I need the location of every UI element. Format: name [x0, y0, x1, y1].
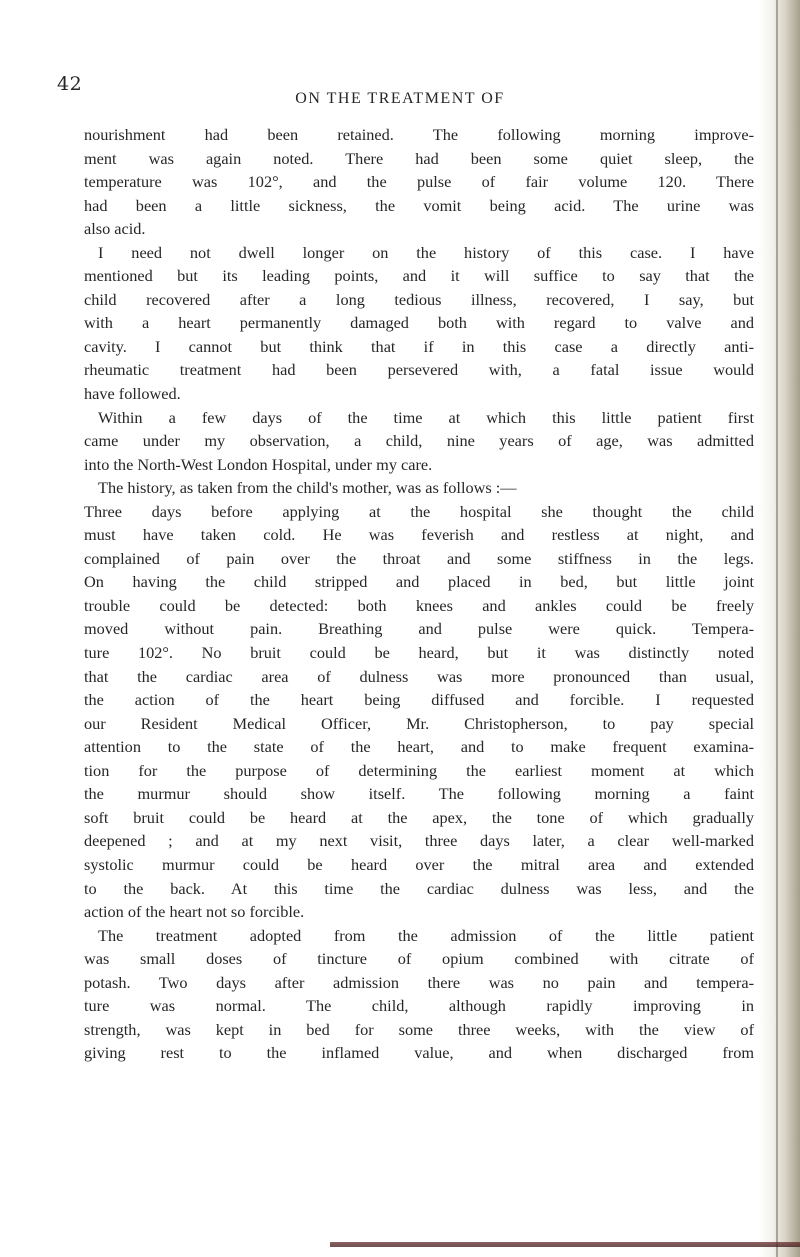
text-line: complained of pain over the throat and some stiffness in the legs.: [84, 548, 754, 568]
text-line: The history, as taken from the child's mother, was as follows :—: [98, 478, 517, 498]
text-line: our Resident Medical Officer, Mr. Christopherson, to pay special: [84, 713, 754, 733]
page-binding-line: [776, 0, 778, 1257]
body-text: [84, 123, 754, 1065]
text-line: ment was again noted. There had been some quiet sleep, the: [84, 148, 754, 168]
text-line: also acid.: [84, 219, 146, 239]
text-line: ture was normal. The child, although rapidly improving in: [84, 996, 754, 1016]
text-line: attention to the state of the heart, and to make frequent examina-: [84, 737, 754, 757]
text-line: giving rest to the inflamed value, and when discharged from: [84, 1043, 754, 1063]
text-line: systolic murmur could be heard over the mitral area and extended: [84, 854, 754, 874]
page-bottom-edge: [330, 1242, 800, 1247]
text-line: had been a little sickness, the vomit being acid. The urine was: [84, 195, 754, 215]
text-line: Within a few days of the time at which this little patient first: [98, 407, 754, 427]
text-line: that the cardiac area of dulness was more pronounced than usual,: [84, 666, 754, 686]
text-line: On having the child stripped and placed in bed, but little joint: [84, 572, 754, 592]
running-head: ON THE TREATMENT OF: [295, 90, 505, 107]
page-number: 42: [57, 73, 83, 95]
text-line: trouble could be detected: both knees and ankles could be freely: [84, 595, 754, 615]
text-line: moved without pain. Breathing and pulse were quick. Tempera-: [84, 619, 754, 639]
text-line: action of the heart not so forcible.: [84, 902, 305, 922]
text-line: mentioned but its leading points, and it will suffice to say that the: [84, 266, 754, 286]
text-line: ture 102°. No bruit could be heard, but it was distinctly noted: [84, 643, 754, 663]
text-line: The treatment adopted from the admission of the little patient: [98, 925, 754, 945]
text-line: potash. Two days after admission there was no pain and tempera-: [84, 972, 754, 992]
text-line: into the North-West London Hospital, under my care.: [84, 454, 433, 474]
text-line: I need not dwell longer on the history of this case. I have: [98, 242, 754, 262]
text-line: came under my observation, a child, nine years of age, was admitted: [84, 431, 754, 451]
text-line: have followed.: [84, 384, 181, 404]
text-line: soft bruit could be heard at the apex, the tone of which gradually: [84, 807, 754, 827]
text-line: the murmur should show itself. The following morning a faint: [84, 784, 754, 804]
text-line: was small doses of tincture of opium combined with citrate of: [84, 949, 754, 969]
text-line: deepened ; and at my next visit, three days later, a clear well-marked: [84, 831, 754, 851]
text-line: tion for the purpose of determining the earliest moment at which: [84, 760, 754, 780]
text-line: cavity. I cannot but think that if in this case a directly anti-: [84, 336, 754, 356]
text-line: to the back. At this time the cardiac dulness was less, and the: [84, 878, 754, 898]
text-line: nourishment had been retained. The following morning improve-: [84, 125, 754, 144]
text-line: must have taken cold. He was feverish and restless at night, and: [84, 525, 754, 545]
text-line: temperature was 102°, and the pulse of fair volume 120. There: [84, 172, 754, 192]
page-edge-shadow: [758, 0, 800, 1257]
text-line: child recovered after a long tedious illness, recovered, I say, but: [84, 289, 754, 309]
text-line: rheumatic treatment had been persevered with, a fatal issue would: [84, 360, 754, 380]
text-line: strength, was kept in bed for some three weeks, with the view of: [84, 1019, 754, 1039]
text-line: with a heart permanently damaged both with regard to valve and: [84, 313, 754, 333]
text-line: the action of the heart being diffused and forcible. I requested: [84, 690, 754, 710]
text-line: Three days before applying at the hospital she thought the child: [84, 501, 754, 521]
